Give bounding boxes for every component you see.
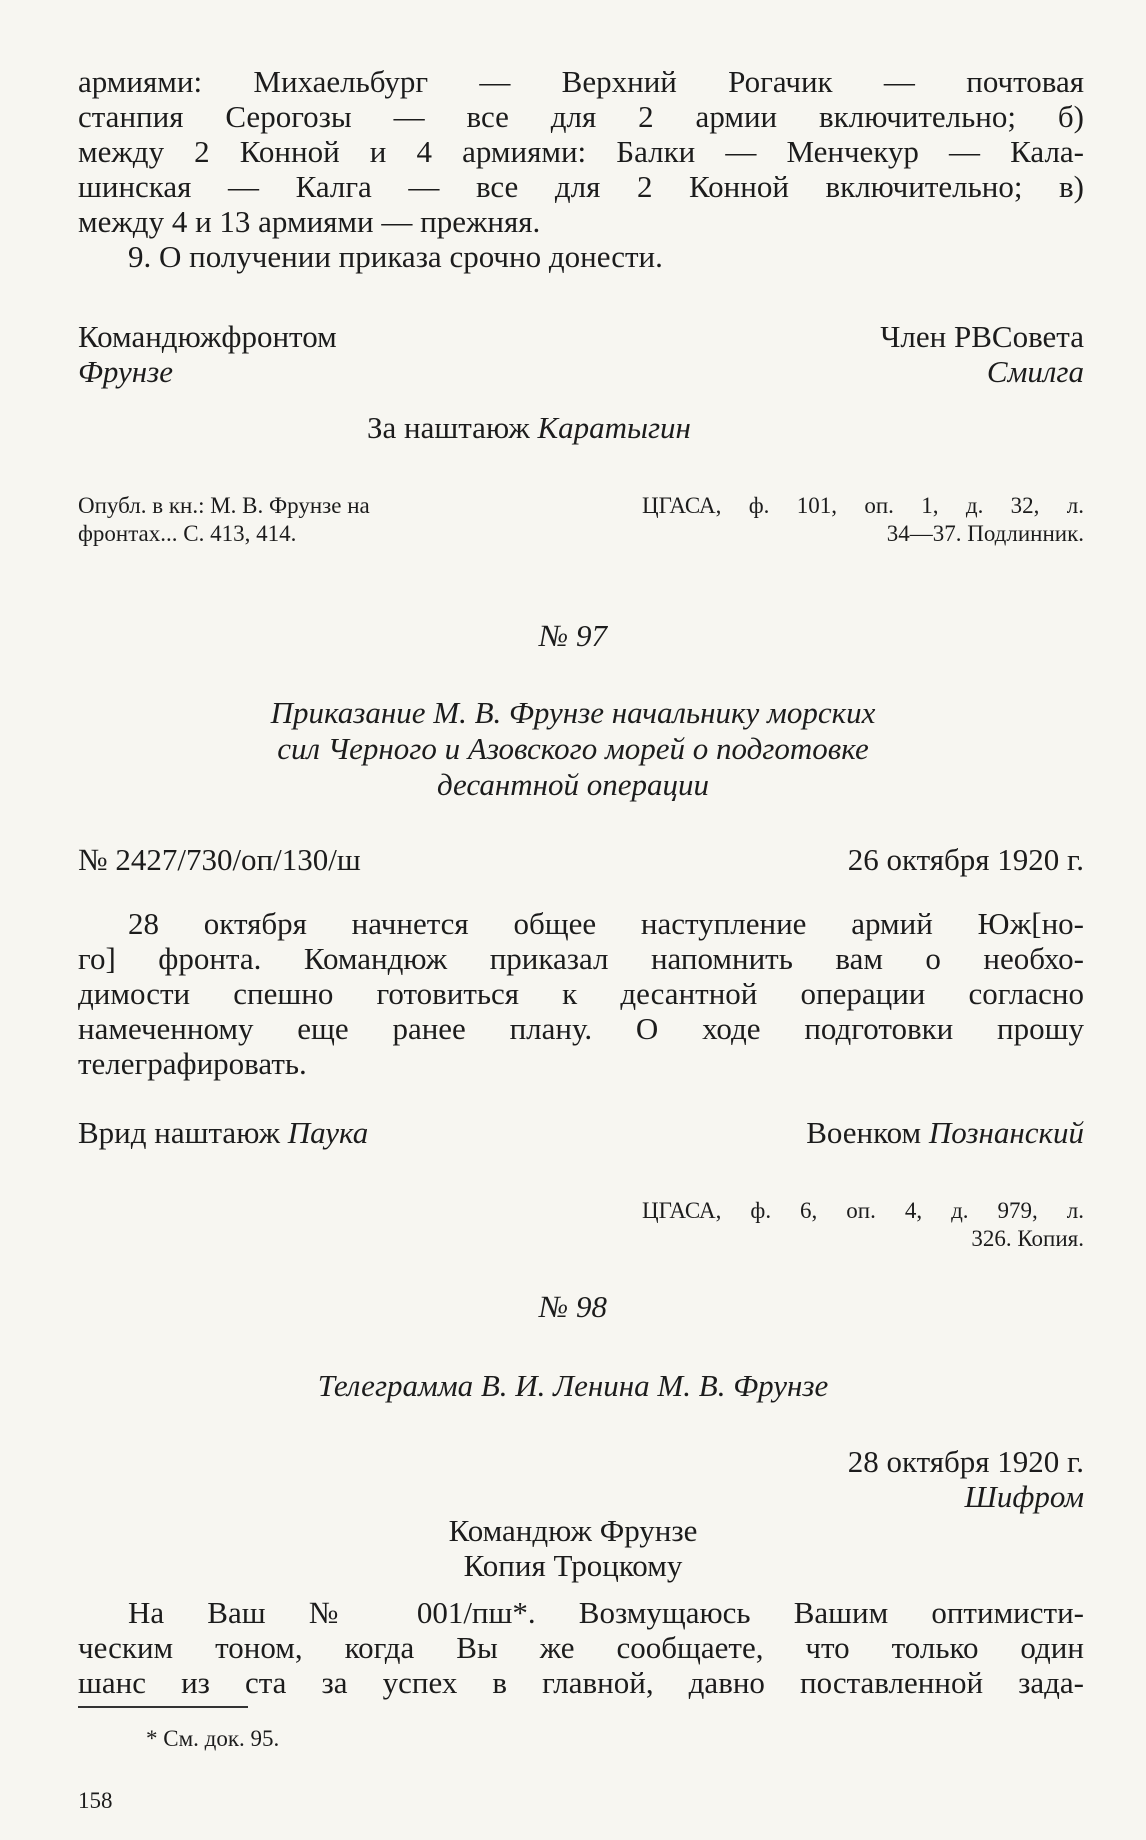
intro-line-2: станпия Серогозы — все для 2 армии включительно; б) [78, 99, 1084, 134]
chief-title: За наштаюж [367, 410, 530, 445]
doc-97-number: № 97 [539, 618, 607, 653]
doc-98-date: 28 октября 1920 г. [847, 1444, 1084, 1479]
doc-97-archive-line-2: 326. Копия. [971, 1226, 1084, 1251]
intro-line-4: шинская — Калга — все для 2 Конной включительно; в) [78, 169, 1084, 204]
doc-98-number: № 98 [539, 1289, 607, 1324]
doc-97-signer-right-name: Познанский [928, 1115, 1084, 1150]
doc-97-signer-right [806, 1115, 1084, 1150]
doc-98-cipher: Шифром [964, 1479, 1084, 1514]
doc-98-body-line-2: ческим тоном, когда Вы же сообщаете, что только один [78, 1630, 1084, 1665]
intro-line-5: между 4 и 13 армиями — прежняя. [78, 204, 541, 239]
doc-97-archive-line-1: ЦГАСА, ф. 6, оп. 4, д. 979, л. [642, 1198, 1084, 1223]
doc-98-addressee-1: Командюж Фрунзе [448, 1513, 698, 1548]
doc-97-title-line-3: десантной операции [436, 767, 710, 802]
doc-98-title: Телеграмма В. И. Ленина М. В. Фрунзе [317, 1368, 829, 1403]
chief-name: Каратыгин [537, 410, 691, 445]
chief-of-staff-signature [367, 410, 691, 445]
archive-ref-line-2: 34—37. Подлинник. [886, 521, 1084, 546]
publication-source-line-2: фронтах... С. 413, 414. [78, 521, 297, 546]
doc-97-signer-left-name: Паука [287, 1115, 369, 1150]
doc-97-body-line-4: намеченному еще ранее плану. О ходе подготовки прошу [78, 1011, 1084, 1046]
doc-97-body-line-2: го] фронта. Командюж приказал напомнить вам о необхо- [78, 941, 1084, 976]
footnote-separator [78, 1706, 248, 1708]
doc-98-body-line-3: шанс из ста за успех в главной, давно поставленной зада- [78, 1665, 1084, 1700]
archive-ref-line-1: ЦГАСА, ф. 101, оп. 1, д. 32, л. [642, 493, 1084, 518]
doc-98-body-line-1: На Ваш № 001/пш*. Возмущаюсь Вашим оптимисти- [128, 1595, 1084, 1630]
doc-97-body-line-3: димости спешно готовиться к десантной операции согласно [78, 976, 1084, 1011]
doc-97-title-line-2: сил Черного и Азовского морей о подготовке [277, 731, 869, 766]
doc-98-addressee-2: Копия Троцкому [463, 1548, 683, 1583]
intro-line-1: армиями: Михаельбург — Верхний Рогачик — почтовая [78, 64, 1084, 99]
doc-97-signer-right-title: Военком [806, 1115, 922, 1150]
signer-right-name: Смилга [986, 354, 1084, 389]
doc-97-signer-left-title: Врид наштаюж [78, 1115, 280, 1150]
footnote: * См. док. 95. [146, 1726, 280, 1751]
publication-source-line-1: Опубл. в кн.: М. В. Фрунзе на [78, 493, 370, 518]
doc-97-signer-left [78, 1115, 368, 1150]
doc-97-body-line-1: 28 октября начнется общее наступление армий Юж[но- [128, 906, 1084, 941]
intro-line-3: между 2 Конной и 4 армиями: Балки — Менчекур — Кала- [78, 134, 1084, 169]
signer-left-title: Командюжфронтом [78, 319, 337, 354]
doc-97-date: 26 октября 1920 г. [847, 842, 1084, 877]
doc-97-title-line-1: Приказание М. В. Фрунзе начальнику морских [270, 695, 876, 730]
signer-right-title: Член РВСовета [880, 319, 1084, 354]
doc-97-reference: № 2427/730/оп/130/ш [78, 842, 361, 877]
signer-left-name: Фрунзе [78, 354, 174, 389]
doc-97-body-line-5: телеграфировать. [78, 1046, 307, 1081]
page-number: 158 [78, 1788, 113, 1813]
intro-item-9: 9. О получении приказа срочно донести. [128, 239, 663, 274]
